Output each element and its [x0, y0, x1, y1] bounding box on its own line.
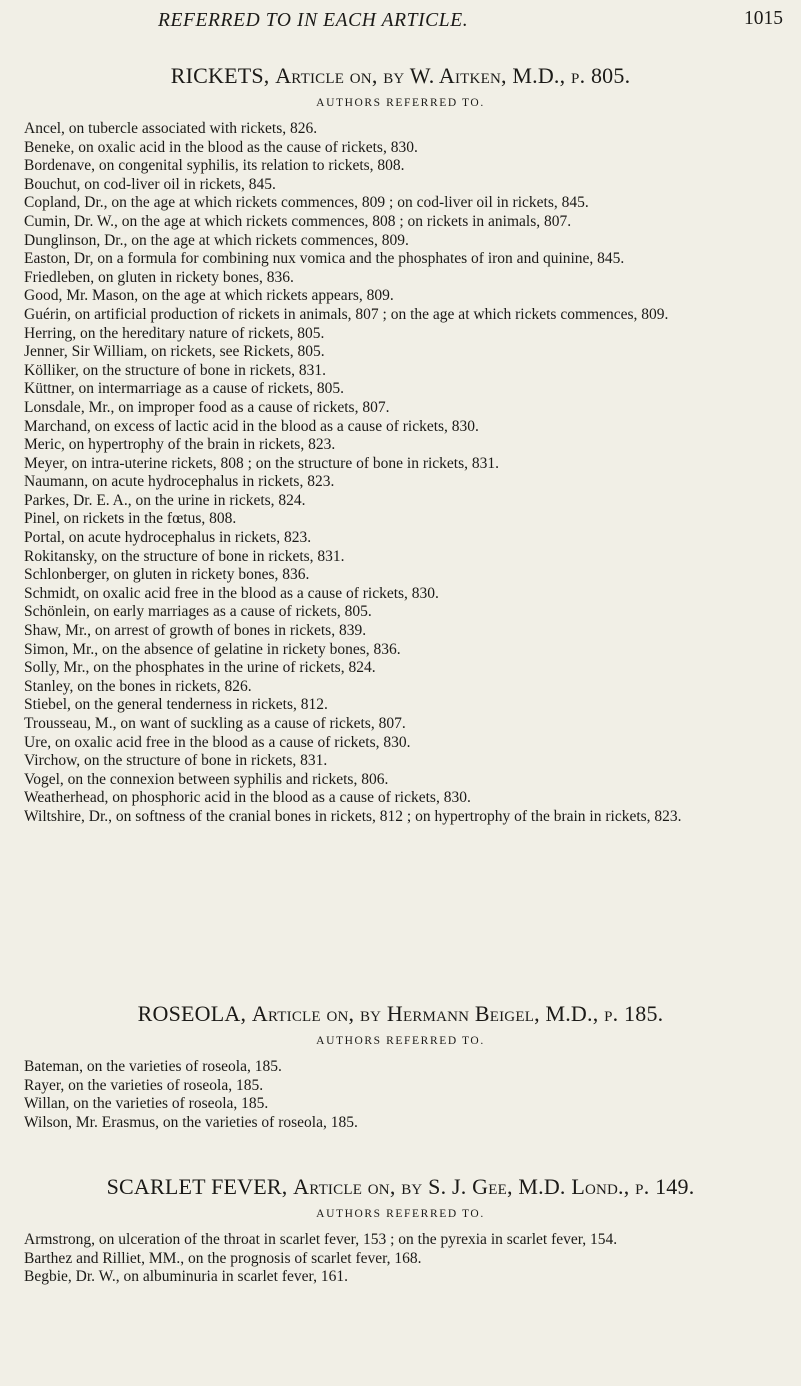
author-entry: Schlonberger, on gluten in rickety bones, 836. — [24, 566, 310, 584]
author-entry: Simon, Mr., on the absence of gelatine in rickety bones, 836. — [24, 640, 401, 658]
author-entry: Schönlein, on early marriages as a cause of rickets, 805. — [24, 603, 372, 621]
author-entry: Good, Mr. Mason, on the age at which rickets appears, 809. — [24, 287, 394, 305]
author-entry: Ure, on oxalic acid free in the blood as a cause of rickets, 830. — [24, 733, 411, 751]
section-rickets — [0, 62, 801, 827]
author-entry: Cumin, Dr. W., on the age at which rickets commences, 808 ; on rickets in animals, 807. — [24, 212, 572, 230]
article-subject: ROSEOLA, — [137, 1001, 247, 1026]
author-entry: Meyer, on intra-uterine rickets, 808 ; on the structure of bone in rickets, 831. — [24, 454, 500, 472]
author-entry: Naumann, on acute hydrocephalus in rickets, 823. — [24, 473, 335, 491]
author-entry: Barthez and Rilliet, MM., on the prognosis of scarlet fever, 168. — [24, 1249, 422, 1267]
author-entry: Lonsdale, Mr., on improper food as a cause of rickets, 807. — [24, 398, 390, 416]
author-entry: Bordenave, on congenital syphilis, its relation to rickets, 808. — [24, 157, 405, 175]
author-entry: Weatherhead, on phosphoric acid in the blood as a cause of rickets, 830. — [24, 789, 471, 807]
article-heading — [0, 62, 801, 90]
author-entry: Jenner, Sir William, on rickets, see Rickets, 805. — [24, 343, 325, 361]
author-entry: Trousseau, M., on want of suckling as a cause of rickets, 807. — [24, 715, 406, 732]
author-entry: Schmidt, on oxalic acid free in the blood as a cause of rickets, 830. — [24, 584, 439, 602]
article-byline: Article on, by S. J. Gee, M.D. Lond., p. 149. — [293, 1174, 695, 1199]
author-list — [0, 1231, 801, 1287]
author-entry: Bateman, on the varieties of roseola, 185. — [24, 1058, 282, 1075]
authors-subheading: AUTHORS REFERRED TO. — [316, 1035, 485, 1047]
author-entry: Easton, Dr, on a formula for combining nux vomica and the phosphates of iron and quinine, 845. — [24, 250, 625, 268]
author-entry: Begbie, Dr. W., on albuminuria in scarlet fever, 161. — [24, 1268, 348, 1286]
author-entry: Virchow, on the structure of bone in rickets, 831. — [24, 752, 328, 770]
author-entry: Willan, on the varieties of roseola, 185. — [24, 1095, 269, 1113]
author-entry: Pinel, on rickets in the fœtus, 808. — [24, 510, 237, 528]
article-subject: RICKETS, — [170, 63, 270, 88]
article-heading — [0, 1000, 801, 1028]
author-entry: Rayer, on the varieties of roseola, 185. — [24, 1076, 264, 1094]
article-subject: SCARLET FEVER, — [106, 1174, 288, 1199]
author-entry: Solly, Mr., on the phosphates in the urine of rickets, 824. — [24, 659, 376, 677]
author-entry: Shaw, Mr., on arrest of growth of bones in rickets, 839. — [24, 622, 367, 640]
author-entry: Wiltshire, Dr., on softness of the cranial bones in rickets, 812 ; on hypertrophy of the brain in rickets, 823. — [24, 807, 682, 825]
section-roseola — [0, 1000, 801, 1132]
author-entry: Guérin, on artificial production of rickets in animals, 807 ; on the age at which rickets commences, 809. — [24, 305, 669, 323]
author-entry: Dunglinson, Dr., on the age at which rickets commences, 809. — [24, 231, 409, 249]
author-entry: Beneke, on oxalic acid in the blood as the cause of rickets, 830. — [24, 138, 418, 156]
author-entry: Rokitansky, on the structure of bone in rickets, 831. — [24, 547, 345, 565]
author-entry: Friedleben, on gluten in rickety bones, 836. — [24, 268, 294, 286]
author-list — [0, 120, 801, 827]
authors-subheading: AUTHORS REFERRED TO. — [316, 97, 485, 109]
article-byline: Article on, by W. Aitken, M.D., p. 805. — [275, 63, 631, 88]
author-entry: Vogel, on the connexion between syphilis and rickets, 806. — [24, 770, 389, 788]
author-entry: Meric, on hypertrophy of the brain in rickets, 823. — [24, 436, 336, 454]
author-entry: Stanley, on the bones in rickets, 826. — [24, 677, 252, 695]
running-head — [0, 8, 801, 38]
authors-subheading: AUTHORS REFERRED TO. — [316, 1208, 485, 1220]
author-entry: Portal, on acute hydrocephalus in rickets, 823. — [24, 529, 312, 547]
author-entry: Ancel, on tubercle associated with rickets, 826. — [24, 120, 318, 137]
article-heading — [0, 1173, 801, 1201]
author-entry: Armstrong, on ulceration of the throat in scarlet fever, 153 ; on the pyrexia in scarlet fever, 154. — [24, 1231, 618, 1248]
author-entry: Bouchut, on cod-liver oil in rickets, 845. — [24, 175, 276, 193]
author-entry: Kölliker, on the structure of bone in rickets, 831. — [24, 361, 326, 379]
author-entry: Herring, on the hereditary nature of rickets, 805. — [24, 324, 325, 342]
author-entry: Copland, Dr., on the age at which rickets commences, 809 ; on cod-liver oil in rickets, 845. — [24, 194, 589, 212]
author-list — [0, 1058, 801, 1132]
author-entry: Küttner, on intermarriage as a cause of rickets, 805. — [24, 380, 345, 398]
running-title: REFERRED TO IN EACH ARTICLE. — [158, 10, 469, 31]
page-number: 1015 — [744, 8, 783, 29]
author-entry: Stiebel, on the general tenderness in rickets, 812. — [24, 696, 328, 714]
author-entry: Marchand, on excess of lactic acid in the blood as a cause of rickets, 830. — [24, 417, 479, 435]
author-entry: Wilson, Mr. Erasmus, on the varieties of roseola, 185. — [24, 1113, 358, 1131]
author-entry: Parkes, Dr. E. A., on the urine in rickets, 824. — [24, 491, 306, 509]
section-scarlet-fever — [0, 1173, 801, 1287]
article-byline: Article on, by Hermann Beigel, M.D., p. 185. — [251, 1001, 664, 1026]
